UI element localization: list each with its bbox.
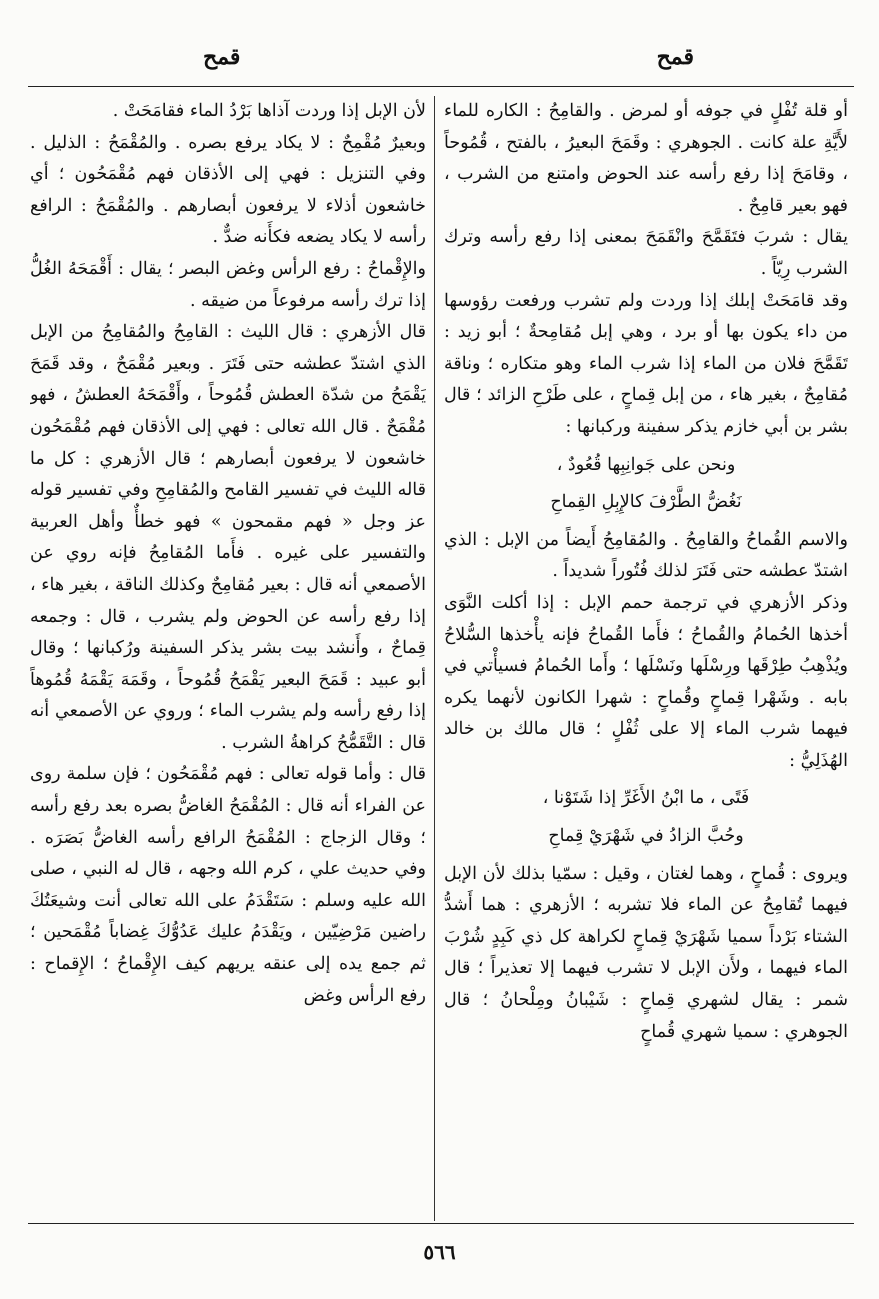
paragraph: يقال : شربَ فتَقَمَّحَ وانْقَمَحَ بمعنى إذا رفع رأسه وترك الشرب رِيّاً .	[444, 227, 848, 279]
verse-line: نَغُضُّ الطَّرْفَ كالإِبِلِ القِماحِ	[550, 492, 742, 513]
right-column	[444, 96, 848, 1220]
verse-line: ونحن على جَوانِبِها قُعُودٌ ،	[556, 454, 736, 475]
paragraph: وقد قامَحَتْ إبلك إذا وردت ولم تشرب ورفعت رؤوسها من داء يكون بها أو برد ، وهي إبل مُقامِحةٌ ؛ أبو زيد : تَقَمَّحَ فلان من الماء إذا شرب الماء وهو متكاره ؛ وناقة مُقامِحٌ ، بغير هاء ، من إبل قِماحٍ ، على طَرْحِ الزائد ؛ قال بشر بن أبي خازم يذكر سفينة وركبانها :	[444, 290, 848, 437]
paragraph: أو قلة تُفْلٍ في جوفه أو لمرض . والقامِحُ : الكاره للماء لأَيَّةِ علة كانت . الجوهري : وقَمَحَ البعيرُ ، بالفتح ، قُمُوحاً ، وقامَحَ إذا رفع رأسه عند الحوض وامتنع من الشرب ، فهو بعير قامِحٌ .	[444, 101, 848, 216]
left-column	[30, 96, 426, 1220]
verse-line: فَتًى ، ما ابْنُ الأَغَرِّ إذا شَتَوْنا ،	[542, 788, 750, 809]
top-rule	[28, 86, 854, 87]
verse-line: وحُبَّ الزادُ في شَهْرَيْ قِماحِ	[548, 826, 744, 847]
paragraph: وذكر الأزهري في ترجمة حمم الإبل : إذا أكلت النَّوَى أخذها الحُمامُ والقُماحُ ؛ فأَما القُماحُ فإنه يأْخذها السُّلاحُ ويُذْهِبُ طِرْقَها ورِسْلَها ونَسْلَها ؛ وأَما الحُمامُ فسيأْتي في بابه . وشَهْرا قِماحٍ وقُماحٍ : شهرا الكانون لأنهما يكره فيهما شرب الماء إلا على ثُفْلٍ ؛ قال مالك بن خالد الهُذَلِيُّ :	[444, 592, 848, 771]
header-word-left: قمح	[203, 44, 241, 70]
paragraph: قال الأزهري : قال الليث : القامِحُ والمُقامِحُ من الإبل الذي اشتدّ عطشه حتى فَتَرَ . وبعير مُقْمَحٌ ، وقد قَمَحَ يَقْمَحُ من شدّة العطش قُمُوحاً ، وأَقْمَحَهُ العطشُ ، فهو مُقْمَحٌ . قال الله تعالى : فهي إلى الأذقان فهم مُقْمَحُون خاشعون لا يرفعون أبصارهم ؛ قال الأزهري : كل ما قاله الليث في تفسير القامح والمُقامِحِ وفي تفسير قوله عز وجل « فهم مقمحون » فهو خطأٌ وأهل العربية والتفسير على غيره . فأَما المُقامِحُ فإنه روي عن الأصمعي أنه قال : بعير مُقامِحٌ وكذلك الناقة ، بغير هاء ، إذا رفع رأسه عن الحوض ولم يشرب ، قال : وجمعه قِماحٌ ، وأَنشد بيت بشر يذكر السفينة ورُكبانها ؛ وقال أبو عبيد : قَمَحَ البعير يَقْمَحُ قُمُوحاً ، وقَمَهَ يَقْمَهُ قُمُوهاً إذا رفع رأسه ولم يشرب الماء ؛ وروي عن الأصمعي أنه قال : التَّقَمُّحُ كراهةُ الشرب .	[30, 322, 426, 753]
paragraph: والاسم القُماحُ والقامِحُ . والمُقامِحُ أَيضاً من الإبل : الذي اشتدّ عطشه حتى فَتَرَ لذلك فُتُوراً شديداً .	[444, 529, 848, 582]
page-number: ٥٦٦	[423, 1240, 456, 1264]
paragraph: وبعيرٌ مُقْمِحٌ : لا يكاد يرفع بصره . والمُقْمَحُ : الذليل . وفي التنزيل : فهي إلى الأذقان فهم مُقْمَحُون ؛ أي خاشعون أذلاء لا يرفعون أبصارهم . والمُقْمَحُ : الرافع رأسه لا يكاد يضعه فكأَنه ضدٌّ .	[30, 132, 426, 248]
header-word-right: قمح	[656, 44, 694, 70]
bottom-rule	[28, 1223, 854, 1224]
column-divider	[434, 96, 435, 1221]
paragraph: لأن الإبل إذا وردت آذاها بَرْدُ الماء فقامَحَتْ .	[112, 101, 426, 121]
paragraph: والإِقْماحُ : رفع الرأس وغض البصر ؛ يقال : أَقْمَحَهُ الغُلُّ إذا ترك رأسه مرفوعاً من ضيقه .	[30, 258, 426, 311]
paragraph: قال : وأما قوله تعالى : فهم مُقْمَحُون ؛ فإن سلمة روى عن الفراء أنه قال : المُقْمَحُ الغاضُّ بصره بعد رفع رأسه ؛ وقال الزجاج : المُقْمَحُ الرافع رأسه الغاضُّ بَصَرَه . وفي حديث علي ، كرم الله وجهه ، قال له النبي ، صلى الله عليه وسلم : سَتَقْدَمُ على الله تعالى أنت وشيعَتُكَ راضين مَرْضِيّين ، ويَقْدَمُ عليك عَدُوُّكَ غِضاباً مُقْمَحين ؛ ثم جمع يده إلى عنقه يريهم كيف الإِقْماحُ ؛ الإِقماح : رفع الرأس وغض	[30, 764, 426, 1006]
paragraph: ويروى : قُماحٍ ، وهما لغتان ، وقيل : سمّيا بذلك لأن الإبل فيهما تُقامِحُ عن الماء فلا تشربه ؛ الأزهري : هما أَشدُّ الشتاء بَرْداً سميا شَهْرَيْ قِماحٍ لكراهة كل ذي كَبِدٍ شُرْبَ الماء فيهما ، ولأَن الإبل لا تشرب فيهما إلا تعذيراً ؛ قال شمر : يقال لشهري قِماحٍ : شَيْبانُ ومِلْحانُ ؛ قال الجوهري : سميا شهري قُماحٍ	[444, 863, 848, 1042]
